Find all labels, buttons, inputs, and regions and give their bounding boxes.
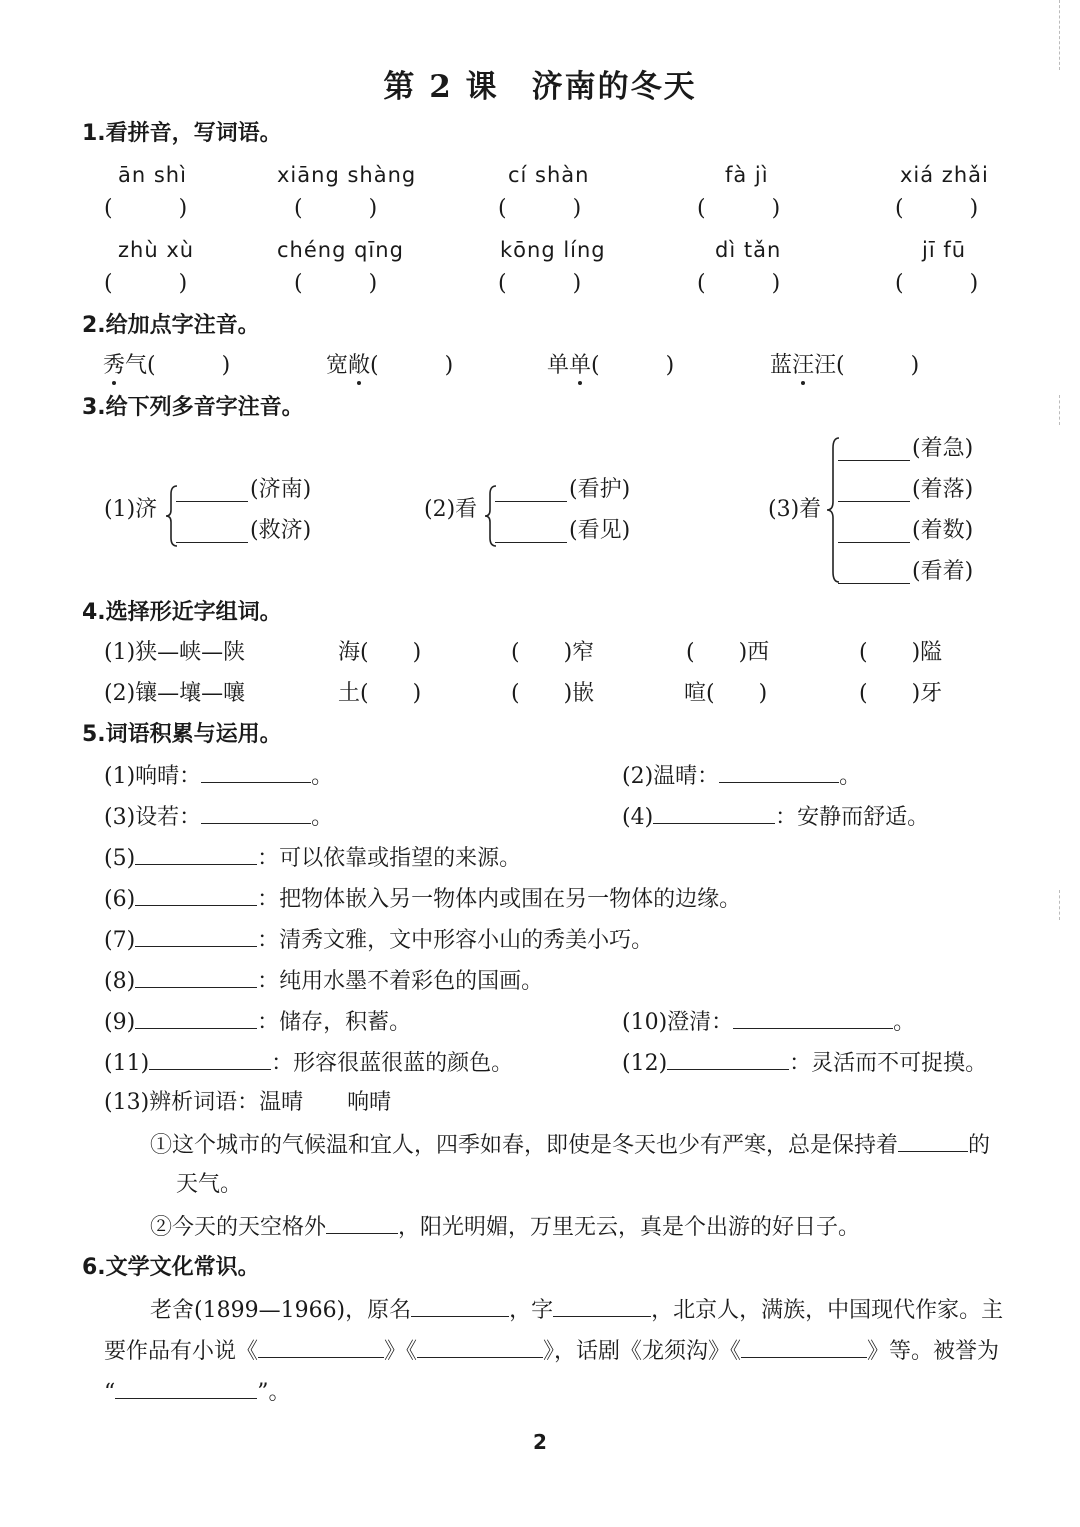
answer-line[interactable]	[176, 524, 248, 543]
polyphone-word: (看护)	[569, 477, 631, 502]
word-blank[interactable]: ( )隘	[859, 640, 943, 665]
pinyin-10: jī fū	[922, 238, 967, 262]
answer-blank[interactable]: ( )	[498, 271, 582, 296]
answer-line[interactable]	[135, 928, 257, 947]
pinyin-3: cí shàn	[508, 163, 590, 187]
char-group-label: (1)狭—峡—陕	[104, 640, 246, 665]
polyphone-word: (着落)	[912, 477, 974, 502]
section-3-heading: 3.给下列多音字注音。	[82, 395, 304, 420]
word-blank[interactable]: 土( )	[338, 681, 422, 706]
vocab-item-10: (10)澄清： 。	[622, 1010, 916, 1035]
fill-question-1: ①这个城市的气候温和宜人，四季如春，即使是冬天也少有严寒，总是保持着 的	[150, 1133, 991, 1158]
dotted-word-item[interactable]: 蓝汪汪( )	[770, 353, 920, 378]
answer-line[interactable]	[495, 483, 567, 502]
pinyin-8: kōng líng	[500, 238, 606, 262]
answer-blank[interactable]: ( )	[895, 196, 979, 221]
answer-line[interactable]	[176, 483, 248, 502]
pinyin-9: dì tǎn	[715, 238, 782, 262]
answer-line[interactable]	[667, 1051, 789, 1070]
page-edge-mark	[1058, 395, 1060, 425]
answer-blank[interactable]: ( )	[697, 271, 781, 296]
pinyin-2: xiāng shàng	[277, 163, 417, 187]
vocab-item-5: (5) ：可以依靠或指望的来源。	[104, 846, 522, 871]
answer-line[interactable]	[135, 1010, 257, 1029]
vocab-item-1: (1)响晴： 。	[104, 764, 334, 789]
pinyin-5: xiá zhǎi	[900, 163, 989, 187]
polyphone-word: (看见)	[569, 518, 631, 543]
answer-line[interactable]	[838, 524, 910, 543]
word-blank[interactable]: ( )嵌	[511, 681, 595, 706]
page-edge-mark	[1058, 0, 1060, 70]
word-blank[interactable]: ( )牙	[859, 681, 943, 706]
literature-line-3: “ ”。	[104, 1380, 291, 1405]
pinyin-4: fà jì	[725, 163, 769, 187]
answer-line[interactable]	[135, 969, 257, 988]
answer-line[interactable]	[135, 846, 257, 865]
vocab-item-12: (12) ：灵活而不可捉摸。	[622, 1051, 988, 1076]
section-4-heading: 4.选择形近字组词。	[82, 600, 282, 625]
answer-blank[interactable]: ( )	[895, 271, 979, 296]
section-6-heading: 6.文学文化常识。	[82, 1255, 260, 1280]
answer-line[interactable]	[411, 1298, 509, 1317]
pinyin-6: zhù xù	[118, 238, 195, 262]
page-number: 2	[533, 1430, 547, 1454]
answer-line[interactable]	[115, 1380, 257, 1399]
answer-line[interactable]	[201, 805, 311, 824]
vocab-item-4: (4) ：安静而舒适。	[622, 805, 930, 830]
dotted-word-item[interactable]: 宽敞( )	[326, 353, 454, 378]
vocab-item-7: (7) ：清秀文雅，文中形容小山的秀美小巧。	[104, 928, 654, 953]
answer-blank[interactable]: ( )	[697, 196, 781, 221]
word-blank[interactable]: 海( )	[338, 640, 422, 665]
section-2-heading: 2.给加点字注音。	[82, 313, 260, 338]
answer-line[interactable]	[653, 805, 775, 824]
vocab-item-8: (8) ：纯用水墨不着彩色的国画。	[104, 969, 544, 994]
polyphone-word: (着数)	[912, 518, 974, 543]
polyphone-word: (救济)	[250, 518, 312, 543]
answer-blank[interactable]: ( )	[498, 196, 582, 221]
answer-blank[interactable]: ( )	[104, 196, 188, 221]
answer-line[interactable]	[495, 524, 567, 543]
answer-line[interactable]	[838, 565, 910, 584]
word-blank[interactable]: 喧( )	[684, 681, 768, 706]
answer-line[interactable]	[741, 1339, 867, 1358]
answer-line[interactable]	[553, 1298, 651, 1317]
answer-line[interactable]	[326, 1215, 398, 1234]
answer-line[interactable]	[898, 1133, 968, 1152]
fill-question-1-cont: 天气。	[176, 1172, 243, 1197]
section-1-heading: 1.看拼音，写词语。	[82, 121, 282, 146]
vocab-item-6: (6) ：把物体嵌入另一物体内或围在另一物体的边缘。	[104, 887, 742, 912]
answer-line[interactable]	[838, 483, 910, 502]
pinyin-7: chéng qīng	[277, 238, 404, 262]
fill-question-2: ②今天的天空格外 ，阳光明媚，万里无云，真是个出游的好日子。	[150, 1215, 861, 1240]
word-blank[interactable]: ( )窄	[511, 640, 595, 665]
polyphone-label: (1)济	[104, 497, 158, 522]
literature-line-2: 要作品有小说《 》《 》，话剧《龙须沟》《 》等。被誉为	[104, 1339, 1000, 1364]
section-5-heading: 5.词语积累与运用。	[82, 722, 282, 747]
dotted-word-item[interactable]: 秀气( )	[103, 353, 231, 378]
vocab-item-2: (2)温晴： 。	[622, 764, 862, 789]
polyphone-label: (2)看	[424, 497, 478, 522]
answer-line[interactable]	[258, 1339, 384, 1358]
answer-line[interactable]	[417, 1339, 543, 1358]
polyphone-word: (看着)	[912, 559, 974, 584]
answer-line[interactable]	[149, 1051, 271, 1070]
char-group-label: (2)镶—壤—嚷	[104, 681, 246, 706]
answer-line[interactable]	[838, 442, 910, 461]
vocab-item-9: (9) ：储存，积蓄。	[104, 1010, 412, 1035]
literature-line-1: 老舍(1899—1966)，原名 ，字 ，北京人，满族，中国现代作家。主	[150, 1298, 1004, 1323]
word-blank[interactable]: ( )西	[686, 640, 770, 665]
page-edge-mark	[1058, 890, 1060, 920]
answer-line[interactable]	[719, 764, 839, 783]
answer-blank[interactable]: ( )	[294, 196, 378, 221]
lesson-title: 第 2 课 济南的冬天	[383, 69, 697, 105]
polyphone-word: (济南)	[250, 477, 312, 502]
pinyin-1: ān shì	[118, 163, 187, 187]
answer-line[interactable]	[733, 1010, 893, 1029]
dotted-word-item[interactable]: 单单( )	[547, 353, 675, 378]
polyphone-label: (3)着	[768, 497, 822, 522]
answer-line[interactable]	[135, 887, 257, 906]
vocab-item-11: (11) ：形容很蓝很蓝的颜色。	[104, 1051, 514, 1076]
vocab-item-3: (3)设若： 。	[104, 805, 334, 830]
answer-blank[interactable]: ( )	[104, 271, 188, 296]
answer-line[interactable]	[201, 764, 311, 783]
answer-blank[interactable]: ( )	[294, 271, 378, 296]
vocab-item-13: (13)辨析词语：温晴 响晴	[104, 1090, 392, 1115]
polyphone-word: (着急)	[912, 436, 974, 461]
